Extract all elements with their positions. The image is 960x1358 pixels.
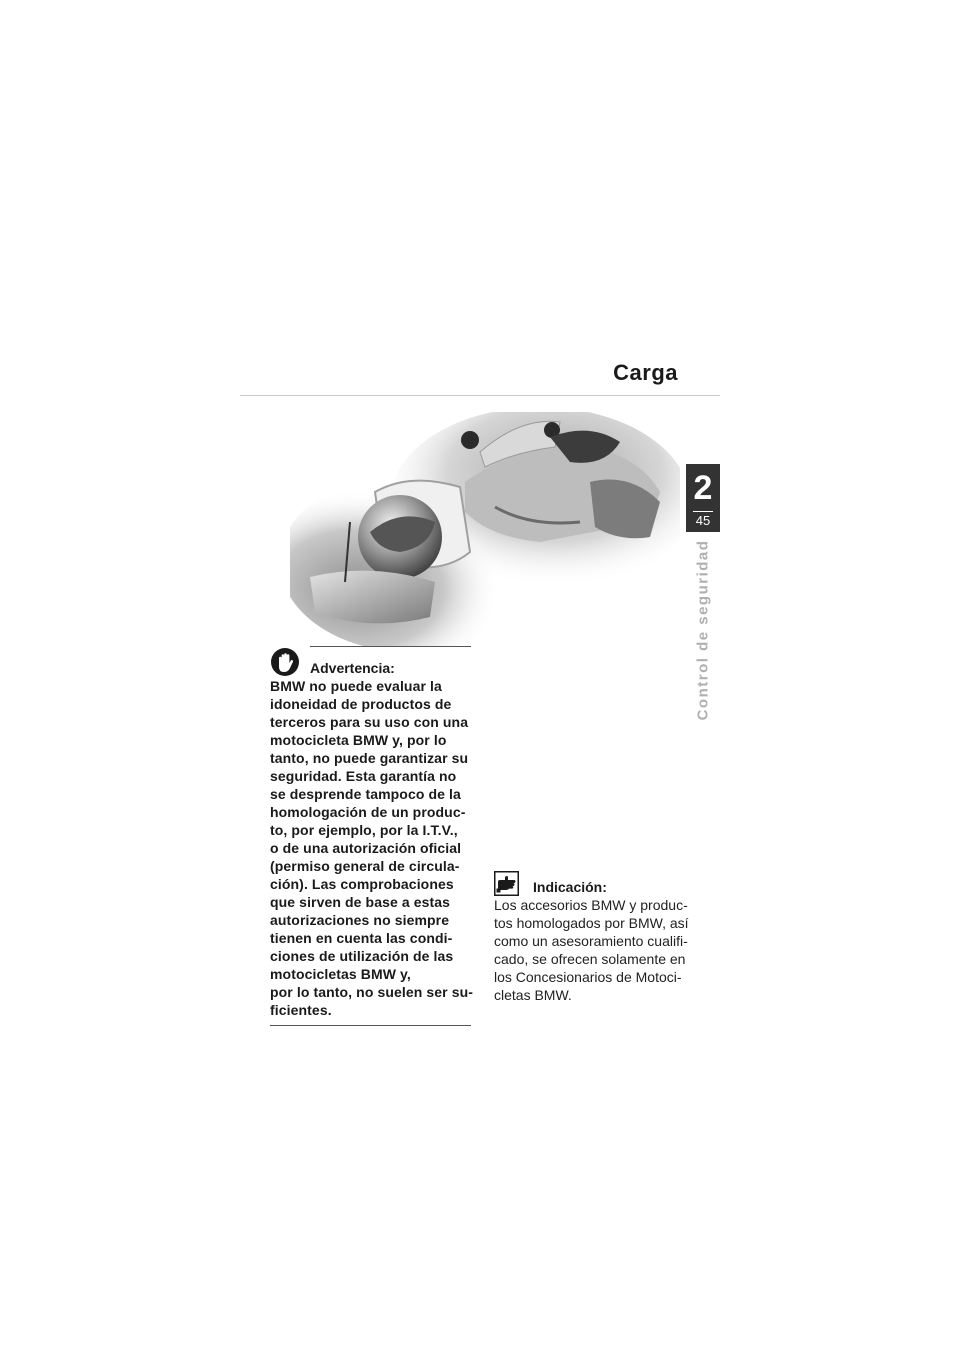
- page-title: Carga: [613, 360, 678, 385]
- section-name: Control de seguridad: [694, 539, 712, 721]
- warning-note: [270, 646, 474, 1026]
- header-divider: [240, 395, 720, 396]
- page-number: 45: [695, 513, 711, 528]
- indication-note: [494, 866, 694, 1004]
- chapter-tab: [686, 464, 720, 532]
- warning-bottom-rule: [270, 1025, 471, 1026]
- motorcycle-luggage-photo: [290, 412, 680, 647]
- pointing-hand-note-icon: [494, 871, 519, 896]
- warning-text: BMW no puede evaluar la idoneidad de productos de terceros para su uso con una motocicleta BMW y, por lo tanto, no puede garantizar su seguridad. Esta garantía no se desprende tampoco de la homologación de un produc- to, por ejemplo, por la I.T.V., o de una autorización oficial (permiso general de circula- ción). Las comprobaciones que sirven de base a estas autorizaciones no siempre tienen en cuenta las condi- ciones de utilización de las motocicletas BMW y, por lo tanto, no suelen ser su- ficientes.: [270, 678, 474, 1018]
- stop-hand-icon: [270, 647, 300, 677]
- indication-heading: Indicación:: [533, 879, 607, 895]
- chapter-tab-divider: [693, 511, 713, 512]
- indication-heading-row: [494, 866, 694, 896]
- warning-heading: Advertencia:: [310, 660, 395, 676]
- warning-heading-row: [270, 647, 471, 677]
- chapter-number: 2: [693, 469, 713, 507]
- indication-text: Los accesorios BMW y produc- tos homologados por BMW, así como un asesoramiento cualifi- cado, se ofrecen solamente en los Concesionarios de Motoci- cletas BMW.: [494, 897, 689, 1003]
